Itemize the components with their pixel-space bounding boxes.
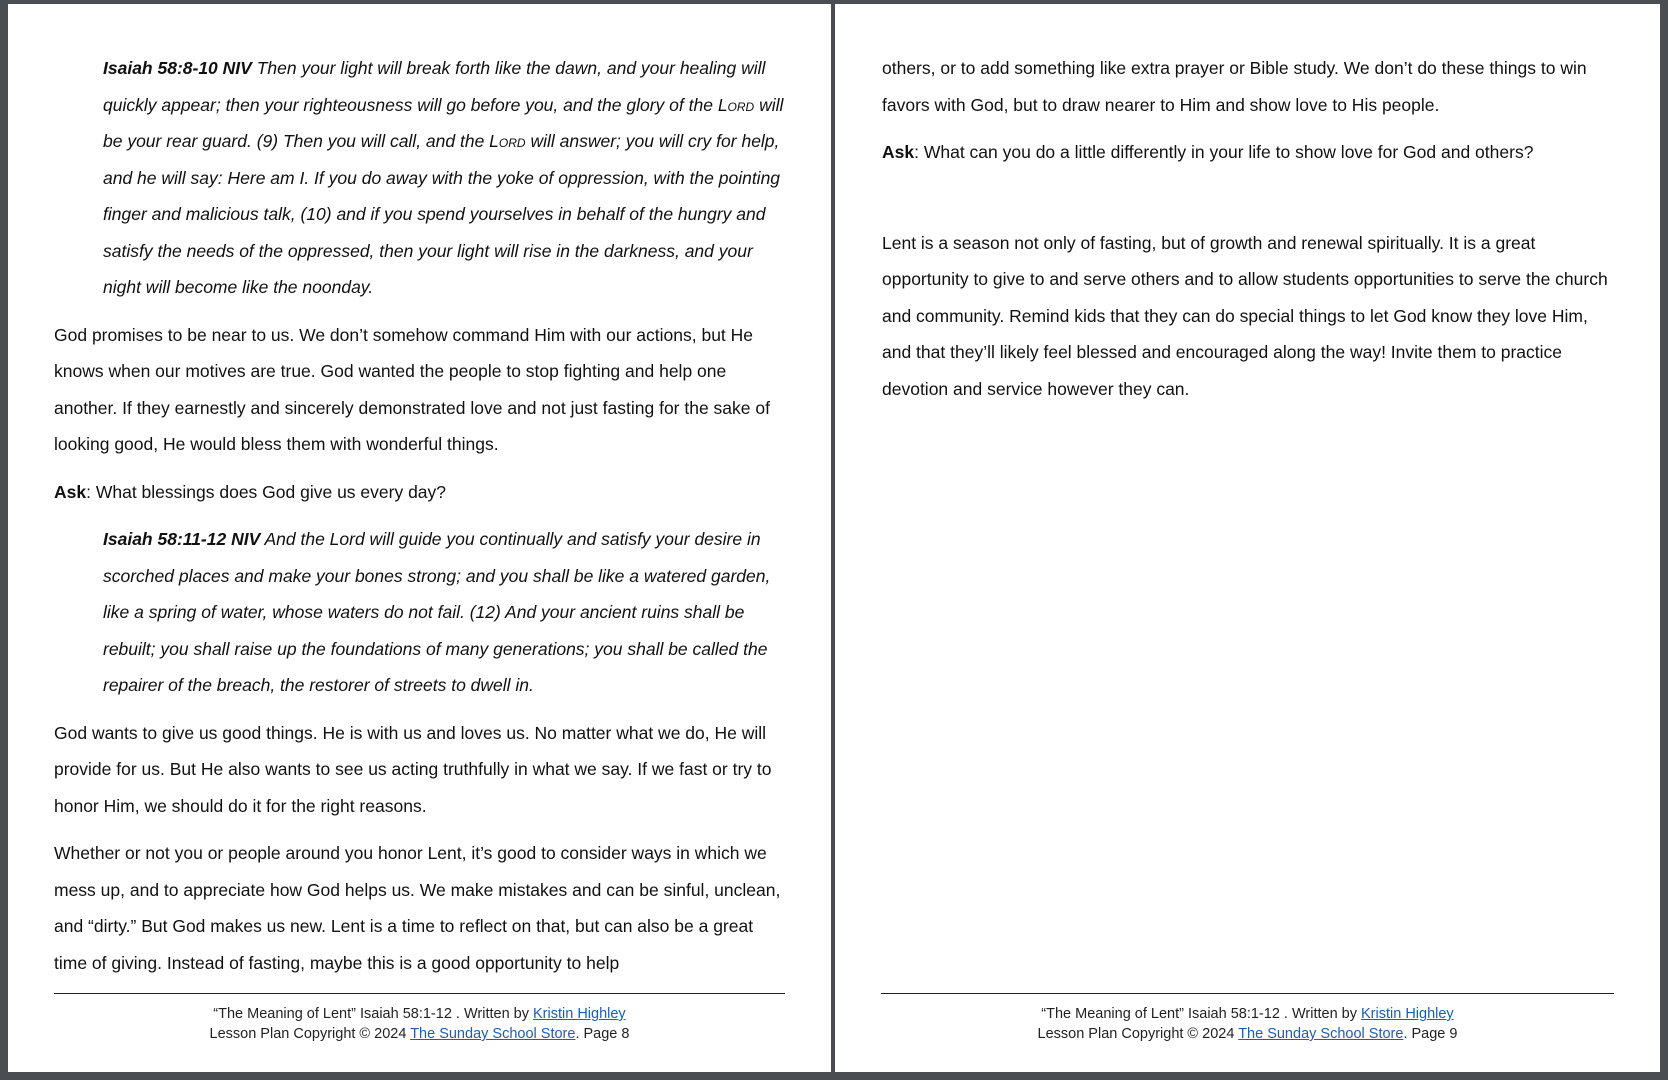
footer-line-1 [8,1004,831,1024]
footer-line-2 [8,1024,831,1044]
scripture-text: Then your light will break forth like the dawn, and your healing will quickly appear; then your righteousness will go before you, and the glory of the [103,58,766,115]
scripture-reference: Isaiah 58:8-10 NIV [103,58,252,78]
document-page-8 [8,4,831,1072]
body-paragraph: God promises to be near to us. We don’t somehow command Him with our actions, but He knows when our motives are true. God wanted the people to stop fighting and help one another. If they earnestly and sincerely demonstrated love and not just fasting for the sake of looking good, He would bless them with wonderful things. [54,324,770,454]
author-link[interactable]: Kristin Highley [533,1006,626,1022]
footer-line-2 [835,1024,1660,1044]
ask-question [882,134,1614,171]
page-number: 9 [1449,1026,1458,1042]
author-link[interactable]: Kristin Highley [1361,1006,1454,1022]
scripture-passage [54,50,785,306]
body-paragraph: Whether or not you or people around you honor Lent, it’s good to consider ways in which we mess up, and to appreciate how God helps us. We make mistakes and can be sinful, unclean, and “dirty.” But God makes us new. Lent is a time to reflect on that, but can also be a great time of giving. Instead of fasting, maybe this is a good opportunity to help [54,843,781,973]
body-paragraph: others, or to add something like extra prayer or Bible study. We don’t do these things to win favors with God, but to draw nearer to Him and show love to His people. [882,58,1587,115]
scripture-passage [54,521,785,704]
section-spacer [882,182,1614,225]
divine-name: Lord [717,94,755,115]
footer-divider [54,993,785,994]
page-number: 8 [621,1026,630,1042]
scripture-reference: Isaiah 58:11-12 NIV [103,529,261,549]
ask-question [54,474,785,511]
scripture-text: will be your rear guard. (9) Then you will call, and the [103,94,784,151]
document-page-9 [835,4,1660,1072]
footer-page-prefix: . Page [575,1026,622,1042]
page-content [882,50,1614,418]
body-paragraph: God wants to give us good things. He is with us and loves us. No matter what we do, He will provide for us. But He also wants to see us acting truthfully in what we say. If we fast or try to honor Him, we should do it for the right reasons. [54,722,772,816]
footer-title-text: “The Meaning of Lent” Isaiah 58:1-12 . Written by [1041,1006,1362,1022]
scripture-text: will answer; you will cry for help, and he will say: Here am I. If you do away with the yoke of oppression, with the pointing finger and malicious talk, (10) and if you spend yourselves in behalf of the hungry and satisfy the needs of the oppressed, then your light will rise in the darkness, and your night will become like the noonday. [103,131,781,297]
body-paragraph: Lent is a season not only of fasting, but of growth and renewal spiritually. It is a great opportunity to give to and serve others and to allow students opportunities to serve the church and community. Remind kids that they can do special things to let God know they love Him, and that they’ll likely feel blessed and encouraged along the way! Invite them to practice devotion and service however they can. [882,232,1608,399]
footer-page-prefix: . Page [1403,1026,1450,1042]
footer-copyright-text: Lesson Plan Copyright © 2024 [209,1026,411,1042]
footer-divider [881,993,1614,994]
ask-label: Ask [54,481,87,502]
footer-copyright-text: Lesson Plan Copyright © 2024 [1037,1026,1239,1042]
ask-label: Ask [882,142,915,162]
page-content [54,50,785,992]
footer-title-text: “The Meaning of Lent” Isaiah 58:1-12 . Written by [213,1006,534,1022]
footer-line-1 [835,1004,1660,1024]
page-footer [835,1004,1660,1044]
store-link[interactable]: The Sunday School Store [1238,1026,1404,1042]
scripture-text: And the Lord will guide you continually and satisfy your desire in scorched places and make your bones strong; and you shall be like a watered garden, like a spring of water, whose waters do not fail. (12) And your ancient ruins shall be rebuilt; you shall raise up the foundations of many generations; you shall be called the repairer of the breach, the restorer of streets to dwell in. [103,529,771,695]
page-footer [8,1004,831,1044]
ask-text: : What can you do a little differently in your life to show love for God and others? [914,142,1534,162]
divine-name: Lord [489,131,526,151]
store-link[interactable]: The Sunday School Store [410,1026,576,1042]
ask-text: : What blessings does God give us every day? [86,481,447,502]
